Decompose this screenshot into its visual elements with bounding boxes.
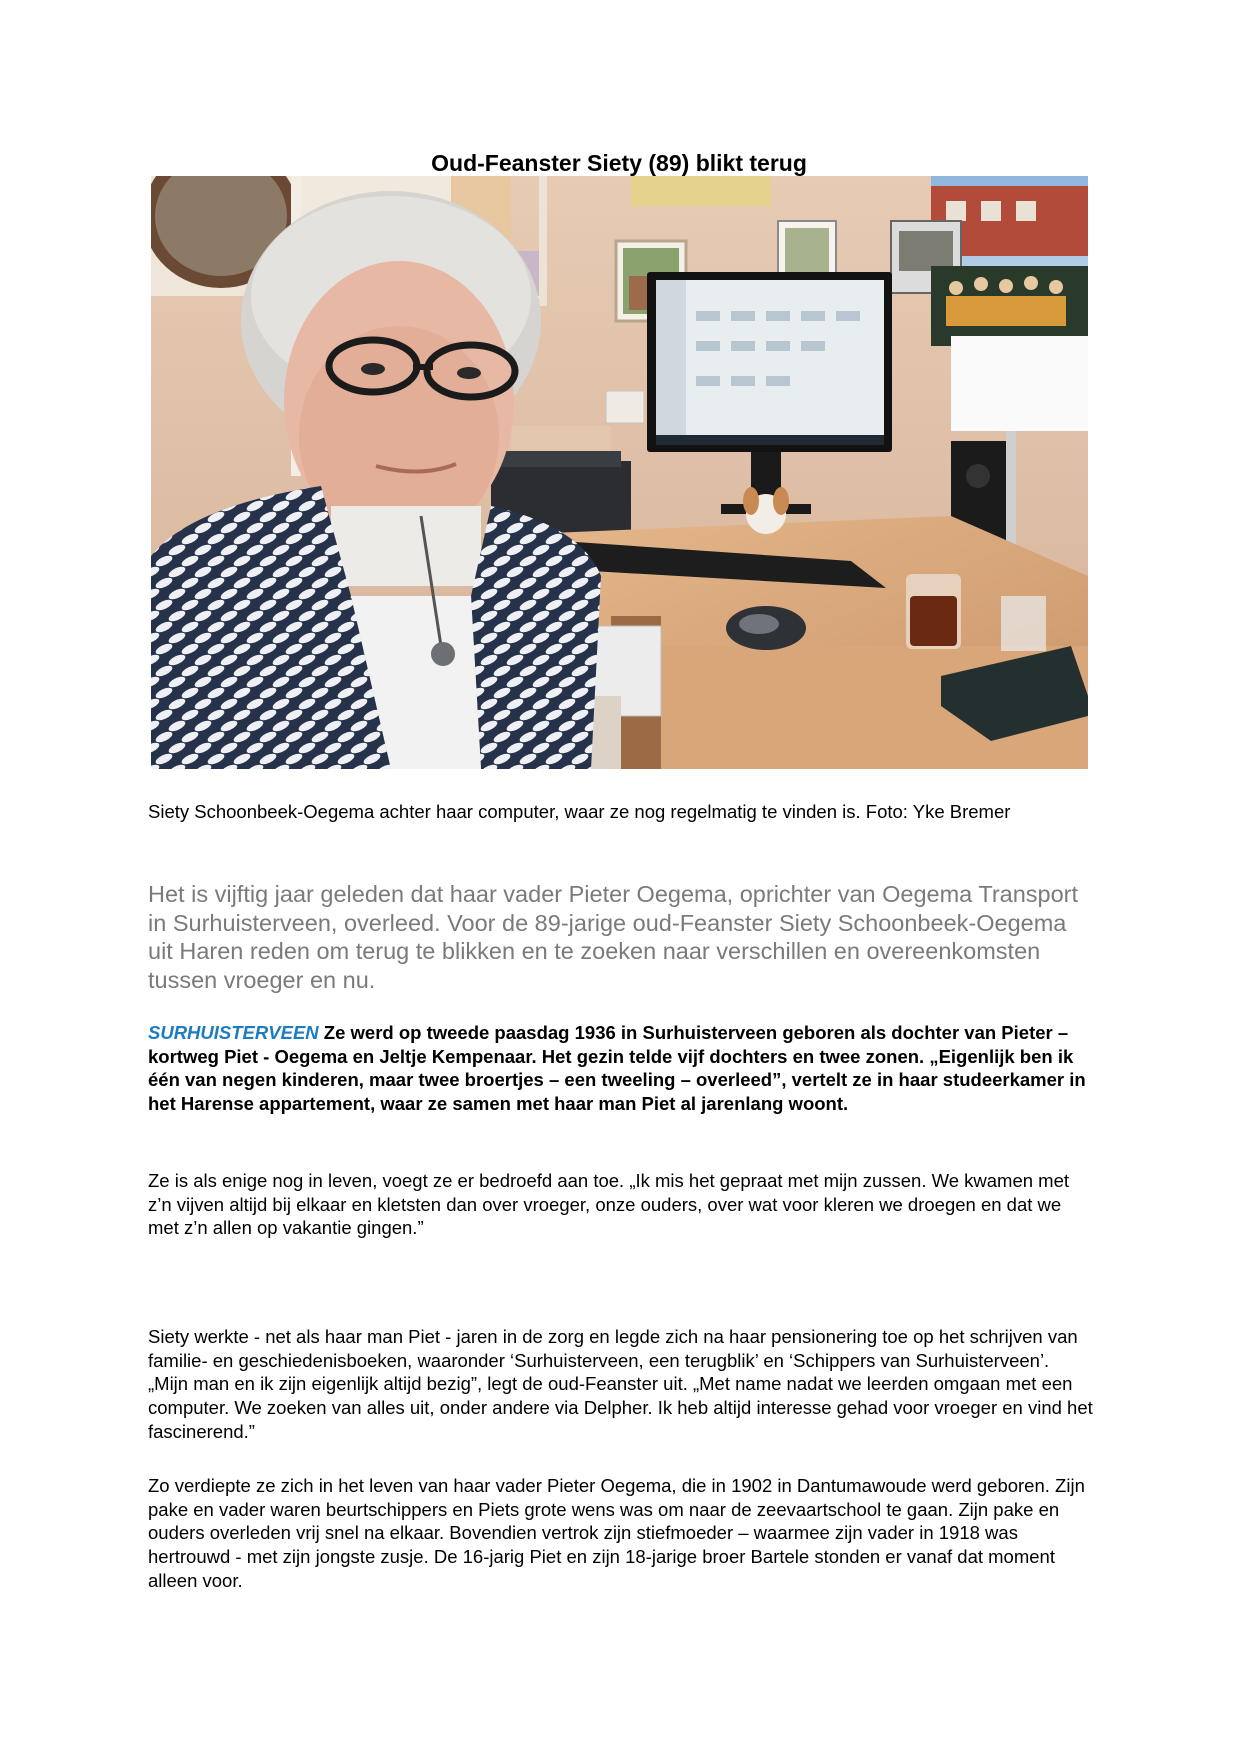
dateline-place: SURHUISTERVEEN: [148, 1022, 319, 1043]
body-paragraph-2: Siety werkte - net als haar man Piet - jaren in de zorg en legde zich na haar pensionering toe op het schrijven van familie- en geschiedenisboeken, waaronder ‘Surhuisterveen, een terugblik’ en ‘Schippers van Surhuisterveen’. „Mijn man en ik zijn eigenlijk altijd bezig”, legt de oud-Feanster uit. „Met name nadat we leerden omgaan met een computer. We zoeken van alles uit, onder andere via Delpher. Ik heb altijd interesse gehad voor vroeger en vind het fascinerend.”: [148, 1326, 1093, 1442]
article-photo: [151, 176, 1088, 769]
body-paragraph-3: Zo verdiepte ze zich in het leven van haar vader Pieter Oegema, die in 1902 in Dantumawoude werd geboren. Zijn pake en vader waren beurtschippers en Piets grote wens was om naar de zeevaartschool te gaan. Zijn pake en ouders overleden vrij snel na elkaar. Bovendien vertrok zijn stiefmoeder – waarmee zijn vader in 1918 was hertrouwd - met zijn jongste zusje. De 16-jarig Piet en zijn 18-jarige broer Bartele stonden er vanaf dat moment alleen voor.: [148, 1475, 1085, 1591]
article-title: Oud-Feanster Siety (89) blikt terug: [431, 150, 807, 176]
photo-caption: Siety Schoonbeek-Oegema achter haar computer, waar ze nog regelmatig te vinden is. Foto: Yke Bremer: [148, 801, 1011, 822]
article-lead: Het is vijftig jaar geleden dat haar vader Pieter Oegema, oprichter van Oegema Transport in Surhuisterveen, overleed. Voor de 89-jarige oud-Feanster Siety Schoonbeek-Oegema uit Haren reden om terug te blikken en te zoeken naar verschillen en overeenkomsten tussen vroeger en nu.: [148, 881, 1079, 993]
intro-paragraph: [148, 1021, 1093, 1116]
body-paragraph-1: Ze is als enige nog in leven, voegt ze er bedroefd aan toe. „Ik mis het gepraat met mijn zussen. We kwamen met z’n vijven altijd bij elkaar en kletsten dan over vroeger, onze ouders, over wat voor kleren we droegen en dat we met z’n allen op vakantie gingen.”: [148, 1170, 1070, 1239]
intro-text: Ze werd op tweede paasdag 1936 in Surhuisterveen geboren als dochter van Pieter – kortweg Piet - Oegema en Jeltje Kempenaar. Het gezin telde vijf dochters en twee zonen. „Eigenlijk ben ik één van negen kinderen, maar twee broertjes – een tweeling – overleed”, vertelt ze in haar studeerkamer in het Harense appartement, waar ze samen met haar man Piet al jarenlang woont.: [148, 1022, 1086, 1115]
